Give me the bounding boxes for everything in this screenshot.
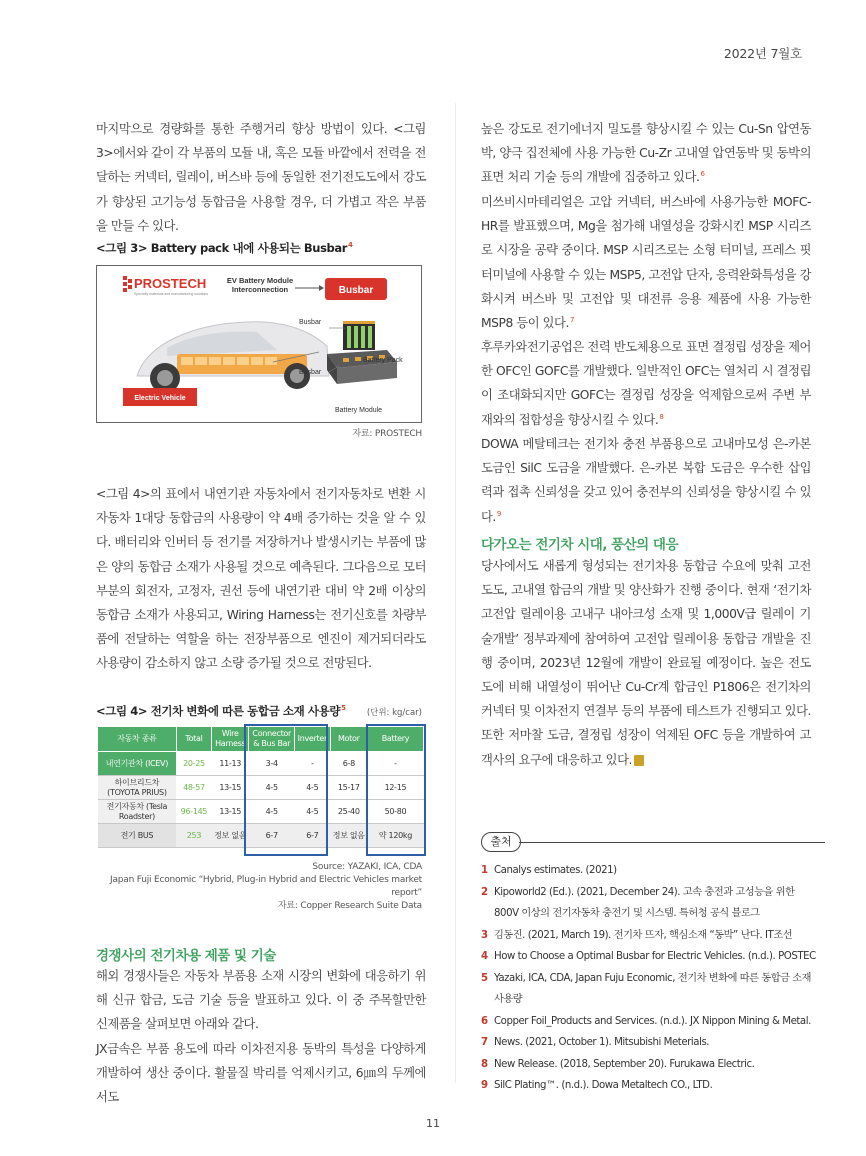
col-header: Wire Harness [212, 727, 249, 752]
right-para-3: 후루카와전기공업은 전력 반도체용으로 표면 결정립 성장을 제어한 OFC인 GOFC를 개발했다. 일반적인 OFC는 열처리 시 결정립이 조대화되지만 GOFC는 결정립 성장을 억제함으로써 주변 부재와의 접합성을 향상시킬 수 있다.$^8$ [481, 340, 811, 427]
cell-inverter: - [295, 752, 331, 776]
table-row [98, 824, 424, 848]
reference-item: 5 Yazaki, ICA, CDA, Japan Fuju Economic, 전기차 변화에 따른 동합금 소재 사용량 [481, 972, 812, 1005]
cell-connector: 4-5 [249, 776, 295, 800]
reference-item: 6 Copper Foil_Products and Services. (n.d.). JX Nippon Mining & Metal. [481, 1015, 811, 1027]
references-divider [519, 842, 825, 843]
column-divider [455, 103, 456, 1083]
col-header: Motor [330, 727, 367, 752]
right-para-4: DOWA 메탈테크는 전기차 충전 부품용으로 고내마모성 은-카본 도금인 SilC 도금을 개발했다. 은-카본 복합 도금은 우수한 삽입력과 접촉 신뢰성을 갖고 있어 충전부의 신뢰성을 향상시킬 수 있다.$^9$ [481, 437, 811, 524]
figure4-title: <그림 4> 전기차 변화에 따른 동합금 소재 사용량$^5$ [96, 704, 346, 718]
col-header: Total [176, 727, 211, 752]
label-busbar-mid: Busbar [299, 369, 322, 376]
copper-usage-table [97, 726, 424, 848]
left-para-4: JX금속은 부품 용도에 따라 이차전지용 동박의 특성을 다양하게 개발하여 생산 중이다. 활물질 박리를 억제시키고, 6㎛의 두께에서도 [96, 1042, 426, 1105]
references-list [481, 860, 821, 1097]
reference-item: 2 Kipoworld2 (Ed.). (2021, December 24). 고속 충전과 고성능을 위한 800V 이상의 전기자동차 충전기 및 시스템. 특허청 공식 블로그 [481, 886, 795, 919]
label-battery-pack-text: Battery Pack [363, 357, 403, 364]
issue-date: 2022년 7월호 [723, 46, 802, 61]
reference-item: 4 How to Choose a Optimal Busbar for Electric Vehicles. (n.d.). POSTEC [481, 951, 816, 962]
cell-connector: 4-5 [249, 800, 295, 824]
cell-battery: 약 120kg [367, 824, 423, 848]
cell-inverter: 4-5 [295, 776, 331, 800]
end-mark-icon [634, 755, 644, 766]
module-label: EV Battery Module Interconnection [226, 276, 294, 294]
cell-motor: 15-17 [330, 776, 367, 800]
left-para-3: 해외 경쟁사들은 자동차 부품용 소재 시장의 변화에 대응하기 위해 신규 합금, 도금 기술 등을 발표하고 있다. 이 중 주목할만한 신제품을 살펴보면 아래와 같다. [96, 969, 426, 1032]
cell-inverter: 4-5 [295, 800, 331, 824]
cell-motor: 25-40 [330, 800, 367, 824]
right-para-2: 미쓰비시마테리얼은 고압 커넥터, 버스바에 사용가능한 MOFC-HR를 발표했으며, Mg을 첨가해 내열성을 강화시킨 MSP 시리즈로 시장을 공략 중이다. MSP 시리즈로는 소형 터미널, 프레스 핏 터미널에 사용할 수 있는 MSP5, 고전압 단자, 응력완화특성을 강화시켜 버스바 및 고전압 및 대전류 응용 제품에 사용 가능한 MSP8 등이 있다.$^7$ [481, 195, 811, 331]
cell-connector: 3-4 [249, 752, 295, 776]
col-header: 자동차 종류 [98, 727, 177, 752]
cell-type: 전기 BUS [98, 824, 177, 848]
table-row [98, 800, 424, 824]
battery-pack-graphic [343, 321, 375, 350]
section-title-poongsan: 다가오는 전기차 시대, 풍산의 대응 [481, 537, 679, 553]
cell-motor: 정보 없음 [330, 824, 367, 848]
cell-type: 내연기관차 (ICEV) [98, 752, 177, 776]
figure4-unit: (단위: kg/car) [366, 708, 422, 718]
right-para-5: 당사에서도 새롭게 형성되는 전기차용 동합금 수요에 맞춰 고전도도, 고내열 합금의 개발 및 양산화가 진행 중이다. 현재 ‘전기차 고전압 릴레이용 고내구 내아크성 소재 및 1,000V급 릴레이 기술개발’ 정부과제에 참여하여 고전압 릴레이용 동합금 개발을 진행 중이며, 2023년 12월에 개발이 완료될 예정이다. 높은 전도도에 비해 내열성이 뛰어난 Cu-Cr계 합금인 P1806은 전기차의 커넥터 및 이차전지 연결부 등의 부품에 테스트가 진행되고 있다. 또한 저마찰 도금, 결정립 성장이 억제된 OFC 등을 개발하여 고객사의 요구에 대응하고 있다. [481, 559, 811, 767]
logo-text: PROSTECH [134, 276, 207, 291]
section-title-competitors: 경쟁사의 전기차용 제품 및 기술 [96, 948, 276, 964]
col-header: Inverter [295, 727, 331, 752]
references-label: 출처 [481, 832, 521, 852]
cell-connector: 6-7 [249, 824, 295, 848]
battery-busbar-illustration [97, 266, 421, 422]
cell-wire: 13-15 [212, 800, 249, 824]
table-header-row [98, 727, 424, 752]
cell-total: 253 [176, 824, 211, 848]
cell-total: 96-145 [176, 800, 211, 824]
cell-battery: 12-15 [367, 776, 423, 800]
reference-item: 8 New Release. (2018, September 20). Furukawa Electric. [481, 1058, 755, 1070]
electric-vehicle-badge: Electric Vehicle [134, 395, 186, 402]
figure4-source: Source: YAZAKI, ICA, CDA Japan Fuji Economic “Hybrid, Plug-in Hybrid and Electric Vehicles market report” 자료: Copper Research Suite Data [110, 862, 422, 911]
label-battery-pack [363, 357, 403, 364]
cell-battery: - [367, 752, 423, 776]
label-battery-module: Battery Module [335, 407, 383, 414]
cell-battery: 50-80 [367, 800, 423, 824]
page-number: 11 [426, 1117, 440, 1130]
figure3-image [96, 265, 422, 423]
cell-wire: 정보 없음 [212, 824, 249, 848]
busbar-badge: Busbar [338, 285, 374, 296]
reference-item: 7 News. (2021, October 1). Mitsubishi Meterials. [481, 1037, 710, 1048]
col-header: Battery [367, 727, 423, 752]
col-header: Connector & Bus Bar [249, 727, 295, 752]
cell-motor: 6-8 [330, 752, 367, 776]
logo-tagline: Specialty materials and manufacturing solutions [134, 292, 209, 296]
cell-total: 20-25 [176, 752, 211, 776]
left-para-2: <그림 4>의 표에서 내연기관 자동차에서 전기자동차로 변환 시 자동차 1대당 동합금의 사용량이 약 4배 증가하는 것을 알 수 있다. 배터리와 인버터 등 전기를 저장하거나 발생시키는 부품에 많은 양의 동합금 소재가 사용될 것으로 예측된다. 그다음으로 모터 부분의 회전자, 고정자, 권선 등에 내연기관 대비 약 2배 이상의 동합금 소재가 사용되고, Wiring Harness는 전기신호를 차량부품에 전달하는 역할을 하는 전장부품으로 엔진이 제거되더라도 사용량이 감소하지 않고 소량 증가될 것으로 전망된다. [96, 487, 426, 671]
car-illustration [137, 322, 329, 393]
cell-total: 48-57 [176, 776, 211, 800]
figure3-title: <그림 3> Battery pack 내에 사용되는 Busbar$^4$ [96, 241, 353, 255]
right-para-1: 높은 강도로 전기에너지 밀도를 향상시킬 수 있는 Cu-Sn 압연동박, 양극 집전체에 사용 가능한 Cu-Zr 고내열 압연동박 및 동박의 표면 처리 기술 등의 개발에 집중하고 있다.$^6$ [481, 122, 811, 185]
cell-wire: 11-13 [212, 752, 249, 776]
prostech-logo [123, 276, 132, 292]
reference-item: 3 김동진. (2021, March 19). 전기차 뜨자, 핵심소재 “동박” 난다. IT조선 [481, 929, 793, 941]
cell-inverter: 6-7 [295, 824, 331, 848]
reference-item: 1 Canalys estimates. (2021) [481, 865, 617, 876]
reference-item: 9 SilC Plating™. (n.d.). Dowa Metaltech CO., LTD. [481, 1080, 713, 1091]
cell-type: 전기자동차 (Tesla Roadster) [98, 800, 177, 824]
cell-wire: 13-15 [212, 776, 249, 800]
label-busbar-top: Busbar [299, 319, 322, 326]
table-row [98, 776, 424, 800]
table-row [98, 752, 424, 776]
left-para-1: 마지막으로 경량화를 통한 주행거리 향상 방법이 있다. <그림 3>에서와 같이 각 부품의 모듈 내, 혹은 모듈 바깥에서 전력을 전달하는 커넥터, 릴레이, 버스바 등에 동일한 전기전도도에서 강도가 향상된 고기능성 동합금을 사용할 경우, 더 가볍고 작은 부품을 만들 수 있다. [96, 122, 426, 233]
cell-type: 하이브리드차 (TOYOTA PRIUS) [98, 776, 177, 800]
figure3-source: 자료: PROSTECH [352, 429, 422, 439]
